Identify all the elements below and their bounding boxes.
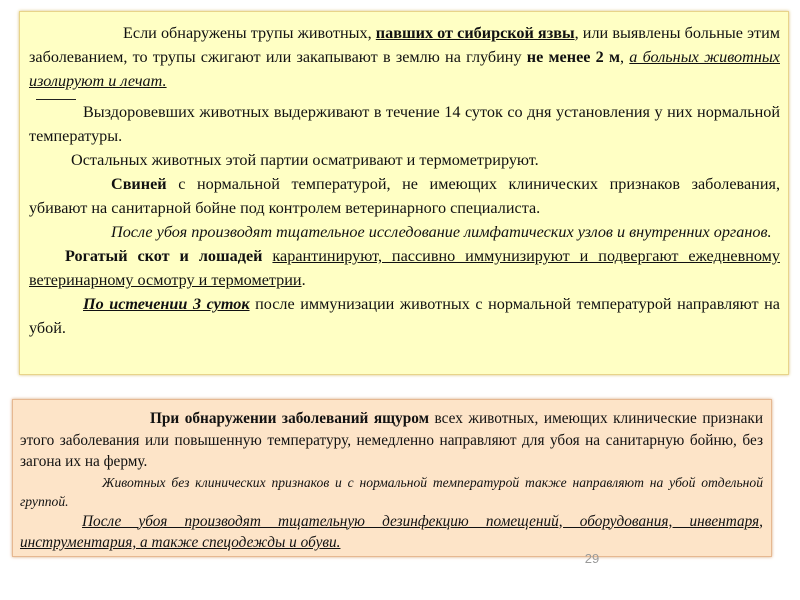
recovered-animals-paragraph: Выздоровевших животных выдерживают в течение 14 суток со дня установления у них нормальной температуры. (29, 103, 780, 145)
cattle-horses-paragraph: Рогатый скот и лошадей карантинируют, пассивно иммунизируют и подвергают ежедневному ветеринарному осмотру и термометрии. (29, 247, 780, 289)
anthrax-measures-box (19, 11, 789, 375)
page-number: 29 (584, 551, 600, 566)
burial-depth-emphasis: не менее 2 м (526, 48, 621, 66)
pigs-paragraph: Свиней с нормальной температурой, не имеющих клинических признаков заболевания, убивают на санитарной бойне под контролем ветеринарного специалиста. (29, 175, 780, 217)
isolate-treat-emphasis: а больных животных изолируют и лечат. (29, 48, 780, 90)
fmd-paragraph: При обнаружении заболеваний ящуром всех животных, имеющих клинические признаки этого заболевания или повышенную температуру, немедленно направляют для убоя на санитарную бойню, без загона их на ферму. (20, 410, 764, 470)
healthy-animals-paragraph: Животных без клинических признаков и с нормальной температурой также направляют на убой отдельной группой. (20, 474, 763, 509)
post-slaughter-inspection-paragraph: После убоя производят тщательное исследование лимфатических узлов и внутренних органов. (111, 223, 772, 241)
foot-and-mouth-box (12, 399, 772, 557)
anthrax-paragraph: Если обнаружены трупы животных, павших от сибирской язвы, или выявлены больные этим заболеванием, то трупы сжигают или закапывают в землю на глубину не менее 2 м, а больных животных изолируют и лечат. (29, 24, 781, 90)
pigs-emphasis: Свиней (111, 175, 167, 193)
quarantine-emphasis: карантинируют, пассивно иммунизируют и подвергают ежедневному ветеринарному осмотру и термометрии (29, 247, 780, 289)
disinfection-paragraph: После убоя производят тщательную дезинфекцию помещений, оборудования, инвентаря, инструментария, а также спецодежды и обуви. (20, 512, 763, 551)
after-3-days-emphasis: По истечении 3 суток (83, 295, 250, 313)
anthrax-cause-emphasis: павших от сибирской язвы (375, 24, 575, 42)
cattle-horses-emphasis: Рогатый скот и лошадей (65, 247, 263, 265)
fmd-emphasis: При обнаружении заболеваний ящуром (150, 410, 429, 427)
remaining-animals-paragraph: Остальных животных этой партии осматривают и термометрируют. (71, 151, 539, 169)
after-3-days-paragraph: По истечении 3 суток после иммунизации животных с нормальной температурой направляют на убой. (29, 295, 780, 337)
